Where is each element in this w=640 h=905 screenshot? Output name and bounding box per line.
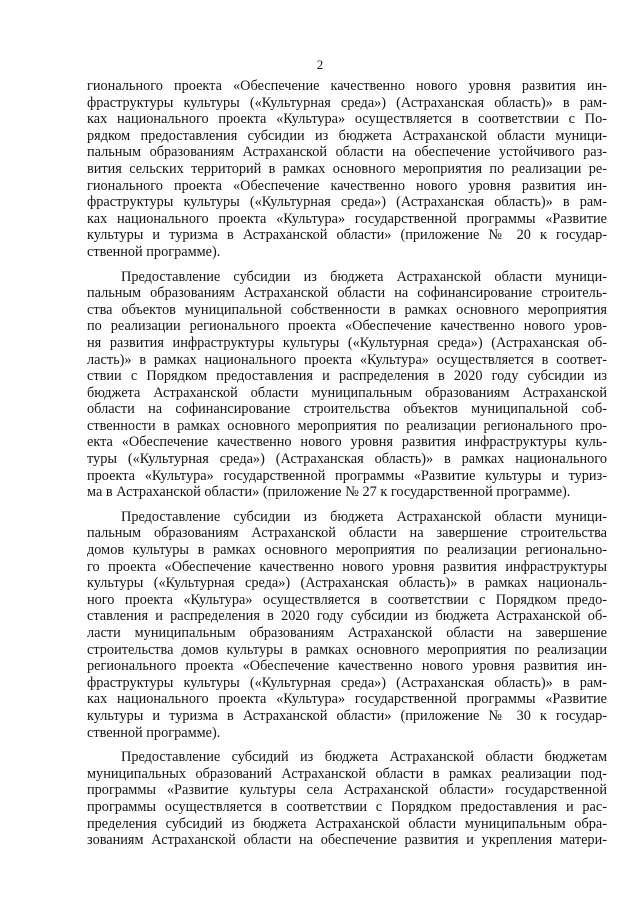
text-line: культуры и туризма в Астраханской области» (приложение № 20 к государ- (87, 227, 607, 244)
text-line: домов культуры в рамках основного мероприятия по реализации регионально- (87, 542, 607, 559)
document-body (87, 78, 607, 849)
text-line: фраструктуры культуры («Культурная среда») (Астраханская область)» в рам- (87, 194, 607, 211)
text-line: строительства домов культуры в рамках основного мероприятия по реализации (87, 641, 607, 658)
text-line: ного проекта «Культура» осуществляется в соответствии с Порядком предо- (87, 591, 607, 608)
text-line: екта «Обеспечение качественно нового уровня развития инфраструктуры куль- (87, 434, 607, 451)
text-line: регионального проекта «Обеспечение качественно нового уровня развития ин- (87, 658, 607, 675)
text-line: ставления и распределения в 2020 году субсидии из бюджета Астраханской об- (87, 608, 607, 625)
paragraph-2 (87, 269, 607, 501)
paragraph-gap (87, 501, 607, 509)
text-line: программы «Развитие культуры села Астраханской области» государственной (87, 782, 607, 799)
text-line: ласть)» в рамках национального проекта «Культура» осуществляется в соответ- (87, 351, 607, 368)
text-line: гионального проекта «Обеспечение качественно нового уровня развития ин- (87, 177, 607, 194)
text-line: ках национального проекта «Культура» осуществляется в соответствии с По- (87, 111, 607, 128)
text-line: вития сельских территорий в рамках основного мероприятия по реализации ре- (87, 160, 607, 177)
text-line: пределения субсидий из бюджета Астраханской области муниципальным обра- (87, 815, 607, 832)
text-line: культуры и туризма в Астраханской области» (приложение № 30 к государ- (87, 707, 607, 724)
text-line: ня развития инфраструктуры культуры («Культурная среда») (Астраханская об- (87, 334, 607, 351)
text-line: по реализации регионального проекта «Обеспечение качественно нового уров- (87, 318, 607, 335)
text-line: ства объектов муниципальной собственности в рамках основного мероприятия (87, 301, 607, 318)
text-line: го проекта «Обеспечение качественно нового уровня развития инфраструктуры (87, 558, 607, 575)
text-line: пальным образованиям Астраханской области на обеспечение устойчивого раз- (87, 144, 607, 161)
paragraph-4 (87, 749, 607, 849)
text-line: ласти муниципальным образованиям Астраханской области на завершение (87, 625, 607, 641)
text-line: фраструктуры культуры («Культурная среда») (Астраханская область)» в рам- (87, 94, 607, 111)
text-line: ственности в рамках основного мероприятия по реализации регионального про- (87, 417, 607, 434)
text-line: рядком предоставления субсидии из бюджета Астраханской области муници- (87, 127, 607, 144)
paragraph-1 (87, 78, 607, 261)
text-line: проекта «Культура» государственной программы «Развитие культуры и туриз- (87, 467, 607, 484)
text-line: гионального проекта «Обеспечение качественно нового уровня развития ин- (87, 78, 607, 94)
text-line: ках национального проекта «Культура» государственной программы «Развитие (87, 210, 607, 227)
text-line: зованиям Астраханской области на обеспечение развития и укрепления матери- (87, 832, 607, 849)
text-line: фраструктуры культуры («Культурная среда») (Астраханская область)» в рам- (87, 674, 607, 691)
text-line: Предоставление субсидии из бюджета Астраханской области муници- (121, 268, 607, 285)
paragraph-3 (87, 509, 607, 741)
page-number: 2 (316, 57, 324, 72)
text-line: пальным образованиям Астраханской области на софинансирование строитель- (87, 285, 607, 302)
text-line: туры («Культурная среда») (Астраханская область)» в рамках национального (87, 451, 607, 468)
text-line: ма в Астраханской области» (приложение № 27 к государственной программе). (87, 484, 571, 501)
text-line: ствии с Порядком предоставления и распределения в 2020 году субсидии из (87, 368, 607, 385)
text-line: программы осуществляется в соответствии с Порядком предоставления и рас- (87, 798, 607, 815)
paragraph-gap (87, 261, 607, 269)
text-line: ственной программе). (87, 724, 221, 741)
paragraph-gap (87, 741, 607, 749)
text-line: бюджета Астраханской области муниципальным образованиям Астраханской (87, 384, 607, 401)
text-line: ственной программе). (87, 243, 221, 260)
text-line: области на софинансирование строительства объектов муниципальной соб- (87, 401, 607, 418)
text-line: Предоставление субсидий из бюджета Астраханской области бюджетам (121, 749, 607, 766)
text-line: муниципальных образований Астраханской области в рамках реализации под- (87, 765, 607, 782)
text-line: пальным образованиям Астраханской области на завершение строительства (87, 525, 607, 542)
text-line: культуры («Культурная среда») (Астраханская область)» в рамках националь- (87, 575, 607, 592)
text-line: Предоставление субсидии из бюджета Астраханской области муници- (121, 508, 607, 525)
text-line: ках национального проекта «Культура» государственной программы «Развитие (87, 691, 607, 708)
